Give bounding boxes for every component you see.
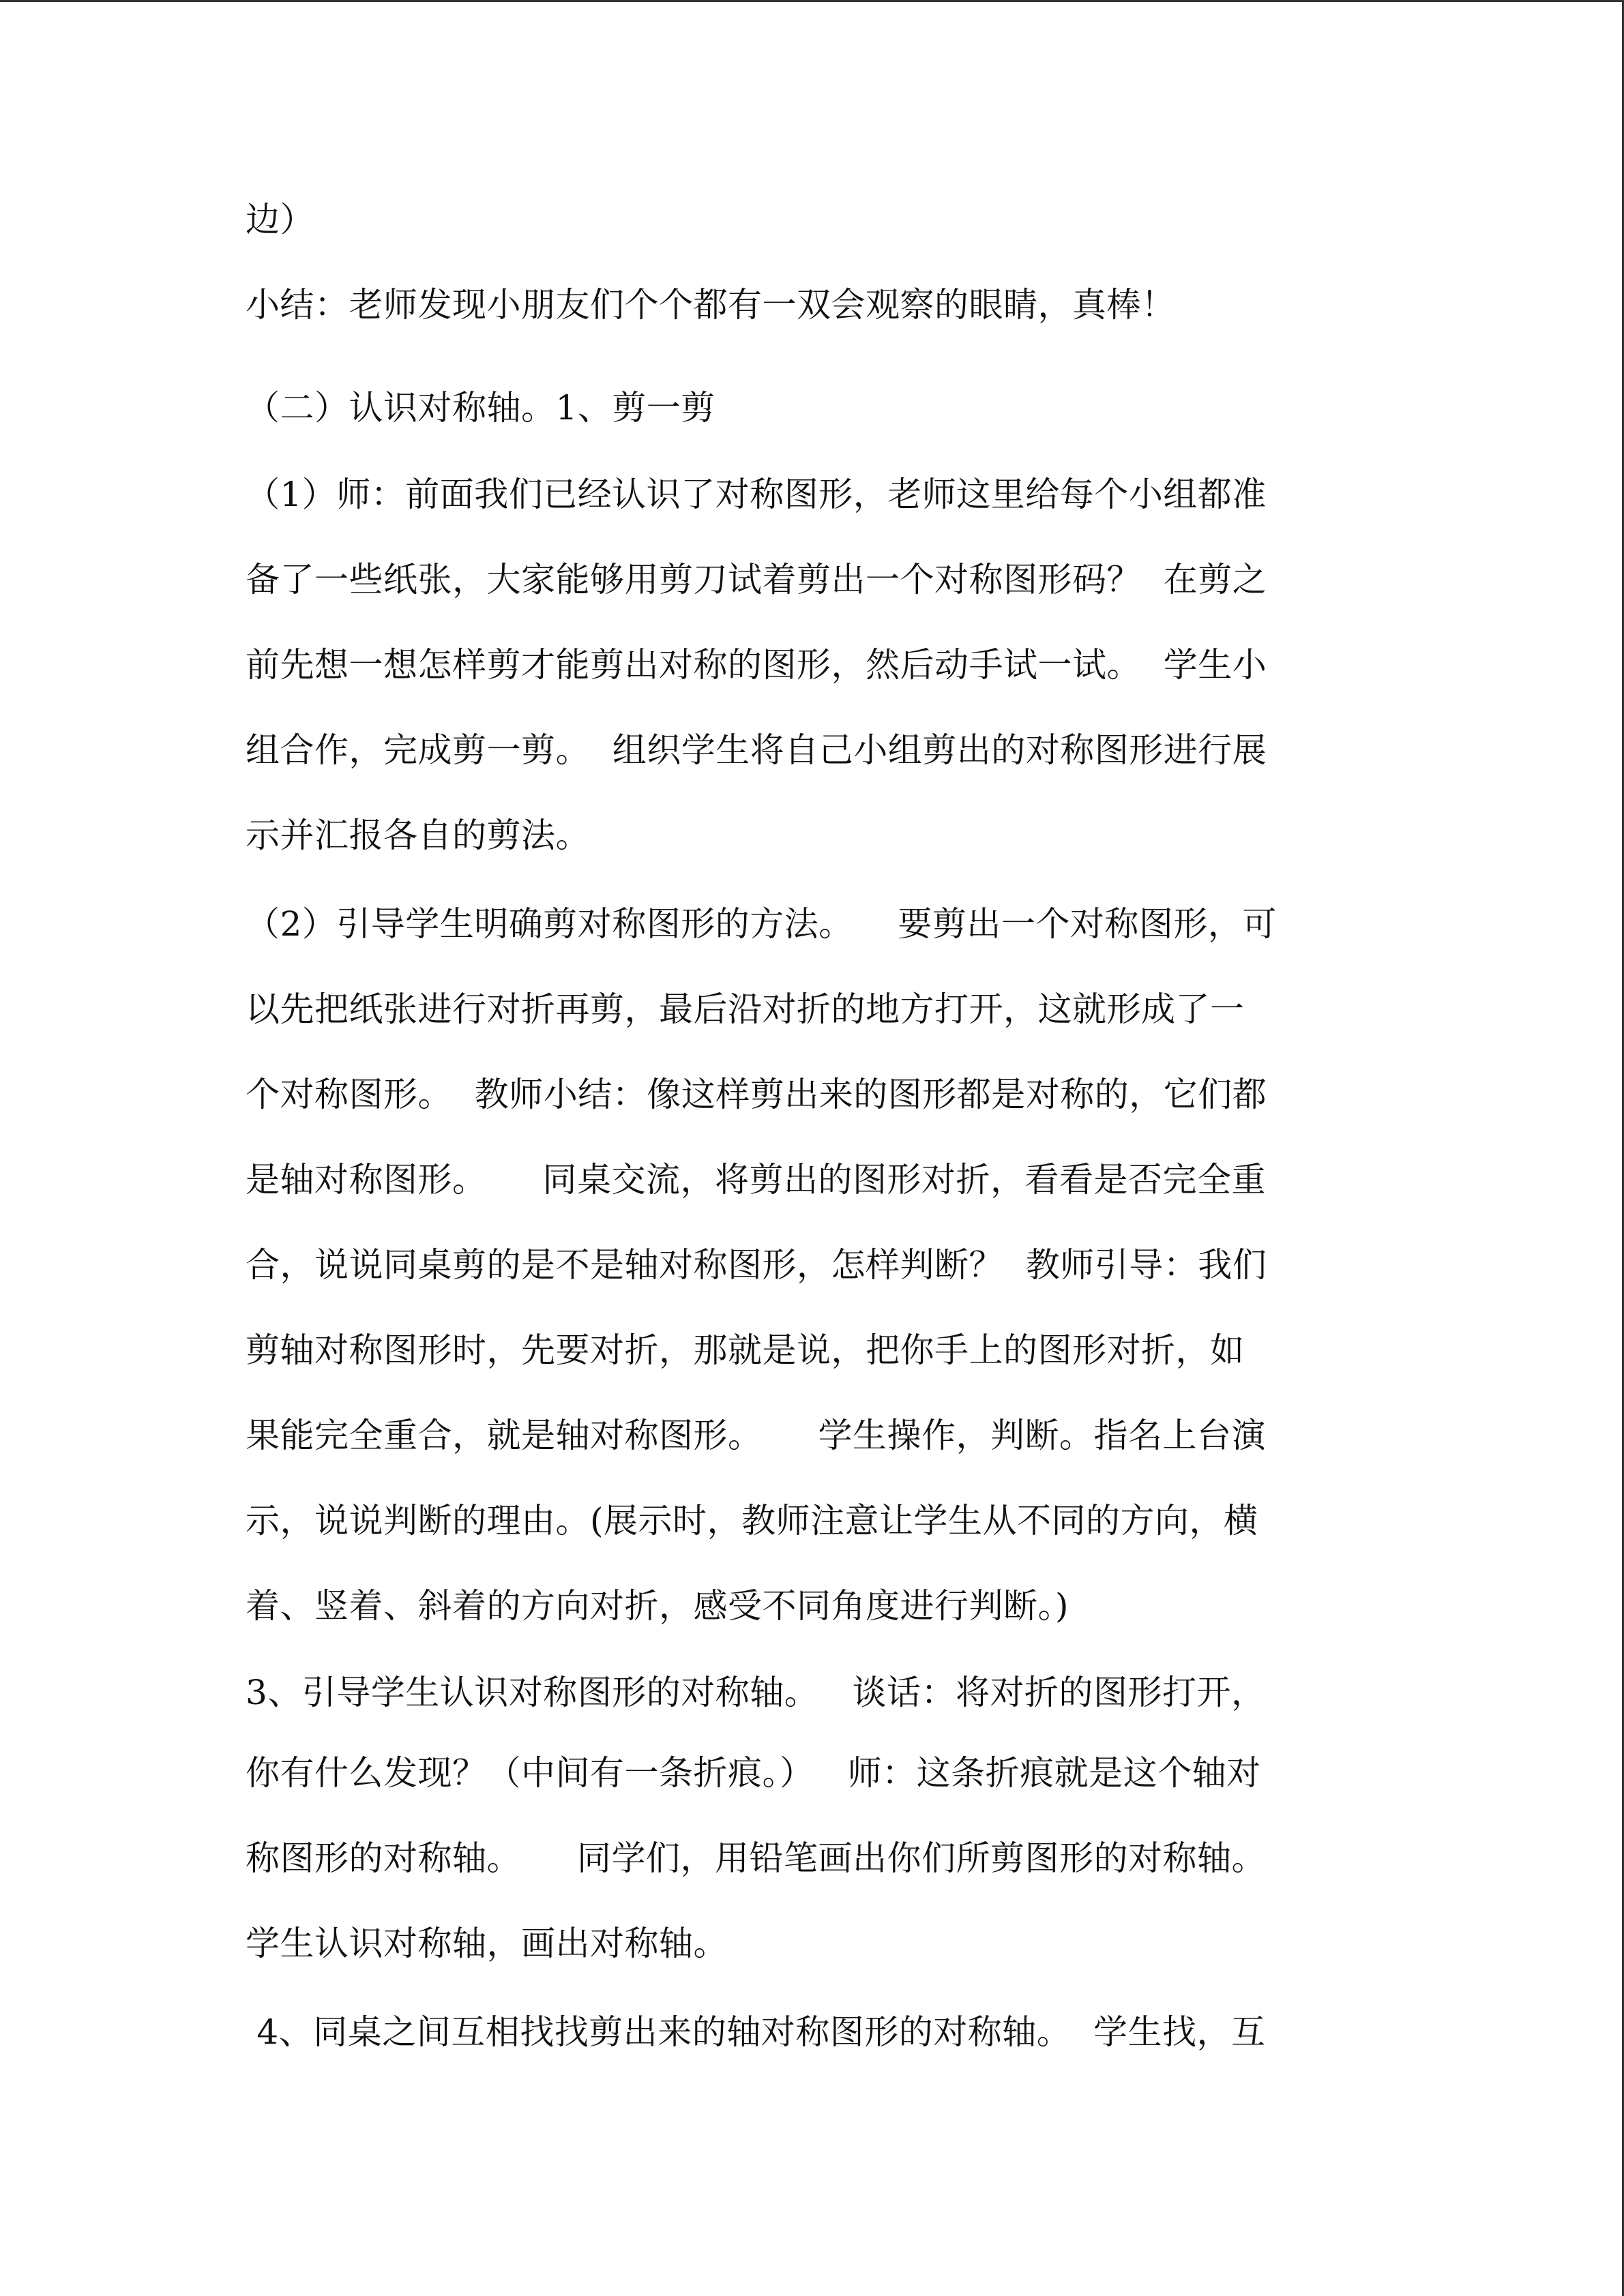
- text-line: 前先想一想怎样剪才能剪出对称的图形，然后动手试一试。 学生小: [246, 645, 1267, 685]
- text-line: 剪轴对称图形时，先要对折，那就是说，把你手上的图形对折，如: [246, 1330, 1245, 1370]
- text-line: 着、竖着、斜着的方向对折，感受不同角度进行判断。): [246, 1586, 1069, 1626]
- text-line: 你有什么发现？（中间有一条折痕。） 师：这条折痕就是这个轴对: [246, 1753, 1261, 1793]
- text-line: 果能完全重合，就是轴对称图形。 学生操作，判断。指名上台演: [246, 1416, 1266, 1455]
- text-line: （1）师：前面我们已经认识了对称图形，老师这里给每个小组都准: [246, 475, 1267, 514]
- text-line: 学生认识对称轴，画出对称轴。: [246, 1924, 728, 1963]
- page-top-border: [0, 0, 1624, 2]
- text-line: 备了一些纸张，大家能够用剪刀试着剪出一个对称图形码？ 在剪之: [246, 560, 1267, 599]
- text-line: （2）引导学生明确剪对称图形的方法。 要剪出一个对称图形，可: [246, 904, 1277, 944]
- text-line: 个对称图形。 教师小结：像这样剪出来的图形都是对称的，它们都: [246, 1075, 1267, 1114]
- text-line: 3、引导学生认识对称图形的对称轴。 谈话：将对折的图形打开，: [246, 1673, 1266, 1712]
- text-line: 小结：老师发现小朋友们个个都有一双会观察的眼睛，真棒！: [246, 285, 1176, 325]
- text-line: 合，说说同桌剪的是不是轴对称图形，怎样判断？ 教师引导：我们: [246, 1245, 1267, 1285]
- text-line: 示并汇报各自的剪法。: [246, 816, 590, 855]
- text-line: 以先把纸张进行对折再剪，最后沿对折的地方打开，这就形成了一: [246, 989, 1245, 1029]
- text-line: 组合作，完成剪一剪。 组织学生将自己小组剪出的对称图形进行展: [246, 730, 1267, 770]
- text-line: （二）认识对称轴。1、剪一剪: [246, 388, 715, 428]
- text-line: 示，说说判断的理由。(展示时，教师注意让学生从不同的方向，横: [246, 1501, 1258, 1540]
- text-line: 是轴对称图形。 同桌交流，将剪出的图形对折，看看是否完全重: [246, 1160, 1266, 1199]
- text-line: 4、同桌之间互相找找剪出来的轴对称图形的对称轴。 学生找，互: [246, 2012, 1266, 2052]
- text-line: 称图形的对称轴。 同学们，用铅笔画出你们所剪图形的对称轴。: [246, 1838, 1266, 1878]
- text-line: 边）: [246, 200, 314, 239]
